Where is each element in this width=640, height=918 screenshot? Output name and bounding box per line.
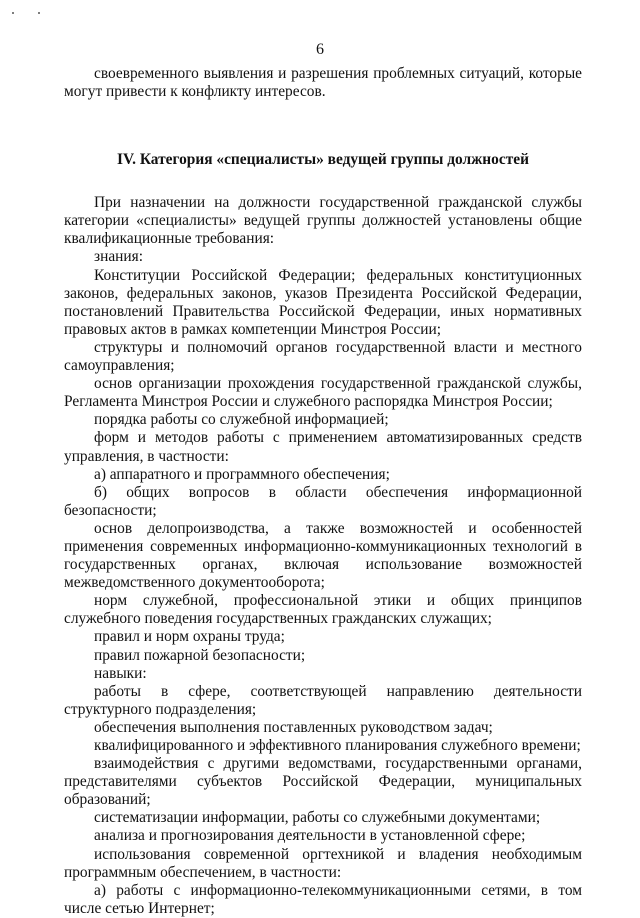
paragraph: обеспечения выполнения поставленных руководством задач;: [94, 718, 493, 736]
paragraph: использования современной оргтехникой и владения необходимым программным обеспечением, в частности:: [64, 845, 582, 881]
paragraph: основ организации прохождения государственной гражданской службы, Регламента Минстроя России и служебного распорядка Минстроя России;: [64, 375, 582, 411]
paragraph: систематизации информации, работы со служебными документами;: [94, 809, 541, 827]
page-number: 6: [316, 41, 324, 58]
paragraph: взаимодействия с другими ведомствами, государственными органами, представителями субъектов Российской Федерации, муниципальных образований;: [64, 755, 582, 809]
scan-speck: [12, 12, 14, 14]
paragraph: форм и методов работы с применением автоматизированных средств управления, в частности:: [64, 429, 582, 465]
scan-speck: [38, 12, 40, 14]
paragraph: навыки:: [94, 664, 147, 682]
document-body: [64, 65, 582, 918]
paragraph: правил и норм охраны труда;: [94, 628, 285, 646]
paragraph: б) общих вопросов в области обеспечения информационной безопасности;: [64, 483, 582, 519]
paragraph: Конституции Российской Федерации; федеральных конституционных законов, федеральных законов, указов Президента Российской Федерации, постановлений Правительства Российской Федерации, иных нормативных правовых актов в рамках компетенции Минстроя России;: [64, 266, 582, 338]
paragraph: порядка работы со служебной информацией;: [94, 411, 389, 429]
section-heading: IV. Категория «специалисты» ведущей группы должностей: [117, 151, 529, 169]
paragraph: норм служебной, профессиональной этики и общих принципов служебного поведения государственных гражданских служащих;: [64, 592, 582, 628]
paragraph: знания:: [94, 248, 143, 266]
paragraph: При назначении на должности государственной гражданской службы категории «специалисты» ведущей группы должностей установлены общие квалификационные требования:: [64, 194, 582, 248]
paragraph: анализа и прогнозирования деятельности в установленной сфере;: [94, 827, 526, 845]
paragraph: работы в сфере, соответствующей направлению деятельности структурного подразделения;: [64, 682, 582, 718]
paragraph: квалифицированного и эффективного планирования служебного времени;: [94, 737, 581, 754]
paragraph: основ делопроизводства, а также возможностей и особенностей применения современных информационно-коммуникационных технологий в государственных органах, включая использование возможностей межведомственного документооборота;: [64, 519, 582, 592]
paragraph: а) работы с информационно-телекоммуникационными сетями, в том числе сетью Интернет;: [64, 881, 582, 917]
paragraph: правил пожарной безопасности;: [94, 646, 306, 664]
paragraph: а) аппаратного и программного обеспечения;: [94, 465, 390, 483]
paragraph: структуры и полномочий органов государственной власти и местного самоуправления;: [64, 338, 582, 375]
intro-paragraph: своевременного выявления и разрешения проблемных ситуаций, которые могут привести к конфликту интересов.: [64, 65, 582, 101]
